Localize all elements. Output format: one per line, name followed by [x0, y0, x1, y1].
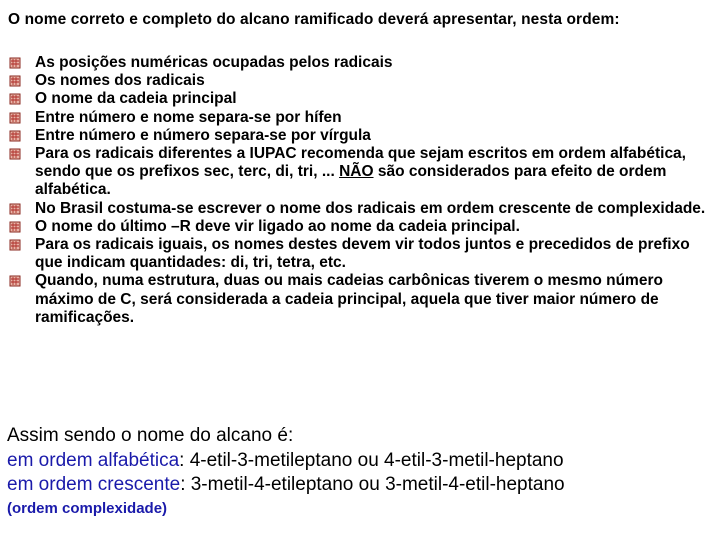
conclusion-line-alphabetical: [7, 449, 565, 474]
alphabetical-value: : 4-etil-3-metileptano ou 4-etil-3-metil-heptano: [179, 449, 564, 471]
list-item-text: No Brasil costuma-se escrever o nome dos radicais em ordem crescente de complexidade.: [35, 199, 706, 217]
conclusion-intro: Assim sendo o nome do alcano é:: [7, 425, 294, 446]
list-item-text: O nome do último –R deve vir ligado ao nome da cadeia principal.: [35, 217, 520, 235]
red-bullet-icon: [9, 148, 21, 160]
red-bullet-icon: [9, 239, 21, 251]
list-item: [0, 90, 720, 108]
list-item: [0, 218, 720, 236]
red-bullet-icon: [9, 275, 21, 287]
alphabetical-label: em ordem alfabética: [7, 449, 180, 471]
list-item: [0, 109, 720, 127]
red-bullet-icon: [9, 57, 21, 69]
red-bullet-icon: [9, 221, 21, 233]
rules-list: [0, 54, 720, 327]
crescent-value: : 3-metil-4-etileptano ou 3-metil-4-etil-heptano: [180, 474, 565, 495]
list-item-text: Para os radicais iguais, os nomes destes devem vir todos juntos e precedidos de prefixo que indicam quantidades: di, tri, tetra, etc.: [35, 236, 690, 272]
list-item: [0, 145, 720, 200]
list-item-text: O nome da cadeia principal: [35, 90, 237, 108]
page-heading: O nome correto e completo do alcano ramificado deverá apresentar, nesta ordem:: [8, 11, 620, 28]
complexity-note: (ordem complexidade): [7, 500, 168, 517]
list-item-text: Os nomes dos radicais: [35, 72, 205, 90]
red-bullet-icon: [9, 130, 21, 142]
conclusion-block: [7, 424, 565, 498]
red-bullet-icon: [9, 75, 21, 87]
list-item: [0, 72, 720, 90]
list-item: [0, 127, 720, 145]
list-item-text: As posições numéricas ocupadas pelos radicais: [35, 54, 393, 71]
red-bullet-icon: [9, 112, 21, 124]
list-item: [0, 200, 720, 218]
list-item-text: Entre número e número separa-se por vírgula: [35, 126, 371, 144]
red-bullet-icon: [9, 203, 21, 215]
list-item-text: Quando, numa estrutura, duas ou mais cadeias carbônicas tiverem o mesmo número máximo de C, será considerada a cadeia principal, aquela que tiver maior número de ramificações.: [35, 272, 663, 326]
list-item: [0, 236, 720, 272]
crescent-label: em ordem crescente: [7, 474, 181, 495]
emphasis-nao: NÃO: [339, 163, 374, 181]
conclusion-line-crescent: [7, 473, 565, 498]
list-item-text-end: são considerados para efeito de ordem alfabética.: [35, 163, 667, 199]
list-item: [0, 54, 720, 72]
red-bullet-icon: [9, 93, 21, 105]
list-item-text: Entre número e nome separa-se por hífen: [35, 108, 342, 126]
list-item-text-start: Para os radicais diferentes a IUPAC recomenda que sejam escritos em ordem alfabética, sendo que os prefixos sec, terc, di, tri, ...: [35, 145, 686, 181]
list-item: [0, 272, 720, 327]
